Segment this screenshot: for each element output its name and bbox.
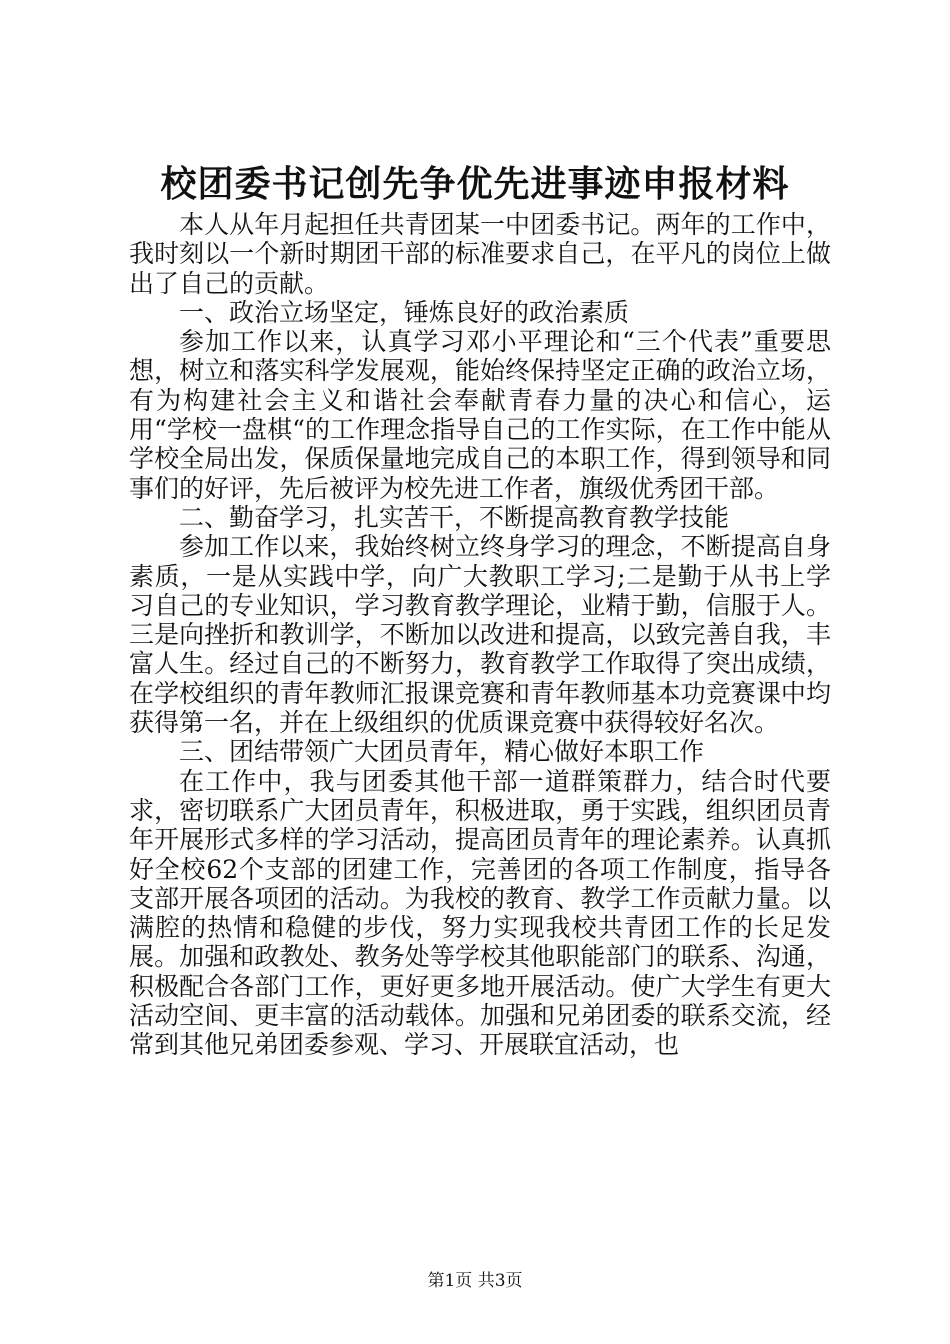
document-body <box>129 210 831 1060</box>
page-number-footer: 第1页 共3页 <box>427 1271 523 1291</box>
section-paragraph-3: 在工作中，我与团委其他干部一道群策群力，结合时代要求，密切联系广大团员青年，积极进取，勇于实践，组织团员青年开展形式多样的学习活动，提高团员青年的理论素养。认真抓好全校62个支部的团建工作，完善团的各项工作制度，指导各支部开展各项团的活动。为我校的教育、教学工作贡献力量。以满腔的热情和稳健的步伐，努力实现我校共青团工作的长足发展。加强和政教处、教务处等学校其他职能部门的联系、沟通，积极配合各部门工作，更好更多地开展活动。使广大学生有更大活动空间、更丰富的活动载体。加强和兄弟团委的联系交流，经常到其他兄弟团委参观、学习、开展联宜活动，也 <box>129 766 831 1060</box>
section-heading-1: 一、政治立场坚定，锤炼良好的政治素质 <box>179 297 630 327</box>
intro-paragraph: 本人从年月起担任共青团某一中团委书记。两年的工作中，我时刻以一个新时期团干部的标准要求自己，在平凡的岗位上做出了自己的贡献。 <box>129 210 831 298</box>
document-title: 校团委书记创先争优先进事迹申报材料 <box>160 163 790 205</box>
section-paragraph-1: 参加工作以来，认真学习邓小平理论和“三个代表”重要思想，树立和落实科学发展观，能始终保持坚定正确的政治立场，有为构建社会主义和谐社会奉献青春力量的决心和信心，运用“学校一盘棋“的工作理念指导自己的工作实际，在工作中能从学校全局出发，保质保量地完成自己的本职工作，得到领导和同事们的好评，先后被评为校先进工作者，旗级优秀团干部。 <box>129 327 831 503</box>
section-paragraph-2: 参加工作以来，我始终树立终身学习的理念，不断提高自身素质，一是从实践中学，向广大教职工学习;二是勤于从书上学习自己的专业知识，学习教育教学理论，业精于勤，信服于人。三是向挫折和教训学，不断加以改进和提高，以致完善自我，丰富人生。经过自己的不断努力，教育教学工作取得了突出成绩，在学校组织的青年教师汇报课竞赛和青年教师基本功竞赛课中均获得第一名，并在上级组织的优质课竞赛中获得较好名次。 <box>129 532 831 738</box>
section-heading-2: 二、勤奋学习，扎实苦干，不断提高教育教学技能 <box>179 502 730 532</box>
section-heading-3: 三、团结带领广大团员青年，精心做好本职工作 <box>179 737 705 767</box>
